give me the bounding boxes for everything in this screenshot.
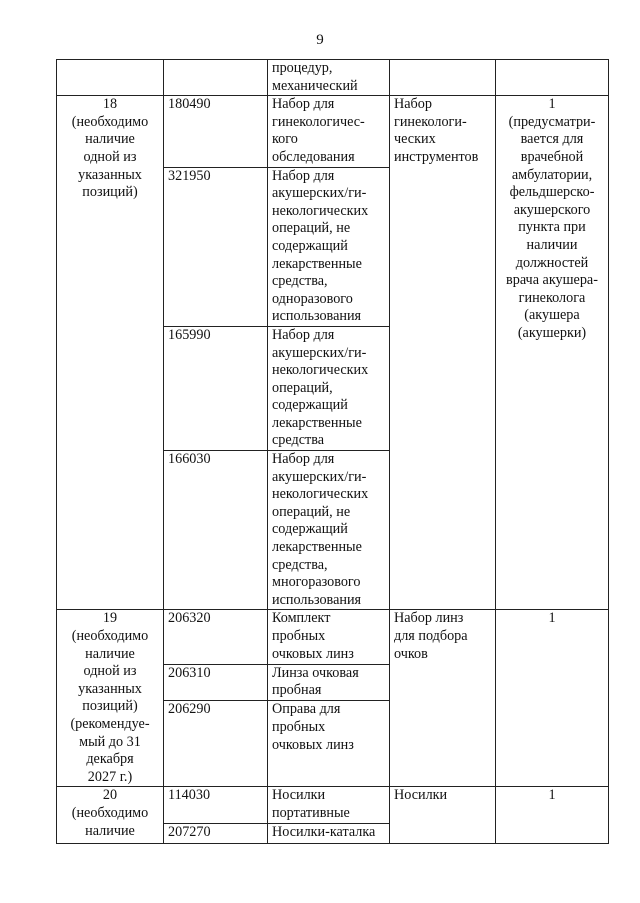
- item-code: 207270: [164, 823, 268, 843]
- quantity: 1: [496, 610, 609, 787]
- position-number: 18 (необходимо наличие одной из указанных позиций): [57, 96, 164, 610]
- table-row: [57, 96, 609, 167]
- position-number: 20 (необходимо наличие: [57, 787, 164, 843]
- item-name: Комплект пробных очковых линз: [268, 610, 390, 664]
- table-row: [57, 787, 609, 823]
- item-code: 206320: [164, 610, 268, 664]
- item-code: 321950: [164, 167, 268, 326]
- item-name: Носилки-каталка: [268, 823, 390, 843]
- group-name: Набор гинекологи- ческих инструментов: [390, 96, 496, 610]
- item-code: 180490: [164, 96, 268, 167]
- position-number: 19 (необходимо наличие одной из указанных позиций) (рекомендуе- мый до 31 декабря 2027 г.): [57, 610, 164, 787]
- item-code: 206310: [164, 664, 268, 701]
- table-row: [57, 60, 609, 96]
- empty-cell: [496, 60, 609, 96]
- empty-cell: [57, 60, 164, 96]
- item-name: Носилки портативные: [268, 787, 390, 823]
- group-name: Набор линз для подбора очков: [390, 610, 496, 787]
- item-name: Набор для акушерских/ги- некологических операций, не содержащий лекарственные средства, одноразового использования: [268, 167, 390, 326]
- item-name: Набор для гинекологичес- кого обследования: [268, 96, 390, 167]
- item-name: Оправа для пробных очковых линз: [268, 701, 390, 787]
- item-name: Набор для акушерских/ги- некологических операций, не содержащий лекарственные средства, многоразового использования: [268, 451, 390, 610]
- item-code: 166030: [164, 451, 268, 610]
- equipment-table: [56, 59, 609, 844]
- item-code: 165990: [164, 326, 268, 450]
- item-name: Линза очковая пробная: [268, 664, 390, 701]
- quantity: 1 (предусматри- вается для врачебной амбулатории, фельдшерско- акушерского пункта при наличии должностей врача акушера- гинеколога (акушера (акушерки): [496, 96, 609, 610]
- table-row: [57, 610, 609, 664]
- quantity: 1: [496, 787, 609, 843]
- page-number: 9: [316, 32, 324, 48]
- item-name: процедур, механический: [268, 60, 390, 96]
- item-name: Набор для акушерских/ги- некологических операций, содержащий лекарственные средства: [268, 326, 390, 450]
- item-code: 114030: [164, 787, 268, 823]
- empty-cell: [164, 60, 268, 96]
- empty-cell: [390, 60, 496, 96]
- group-name: Носилки: [390, 787, 496, 843]
- item-code: 206290: [164, 701, 268, 787]
